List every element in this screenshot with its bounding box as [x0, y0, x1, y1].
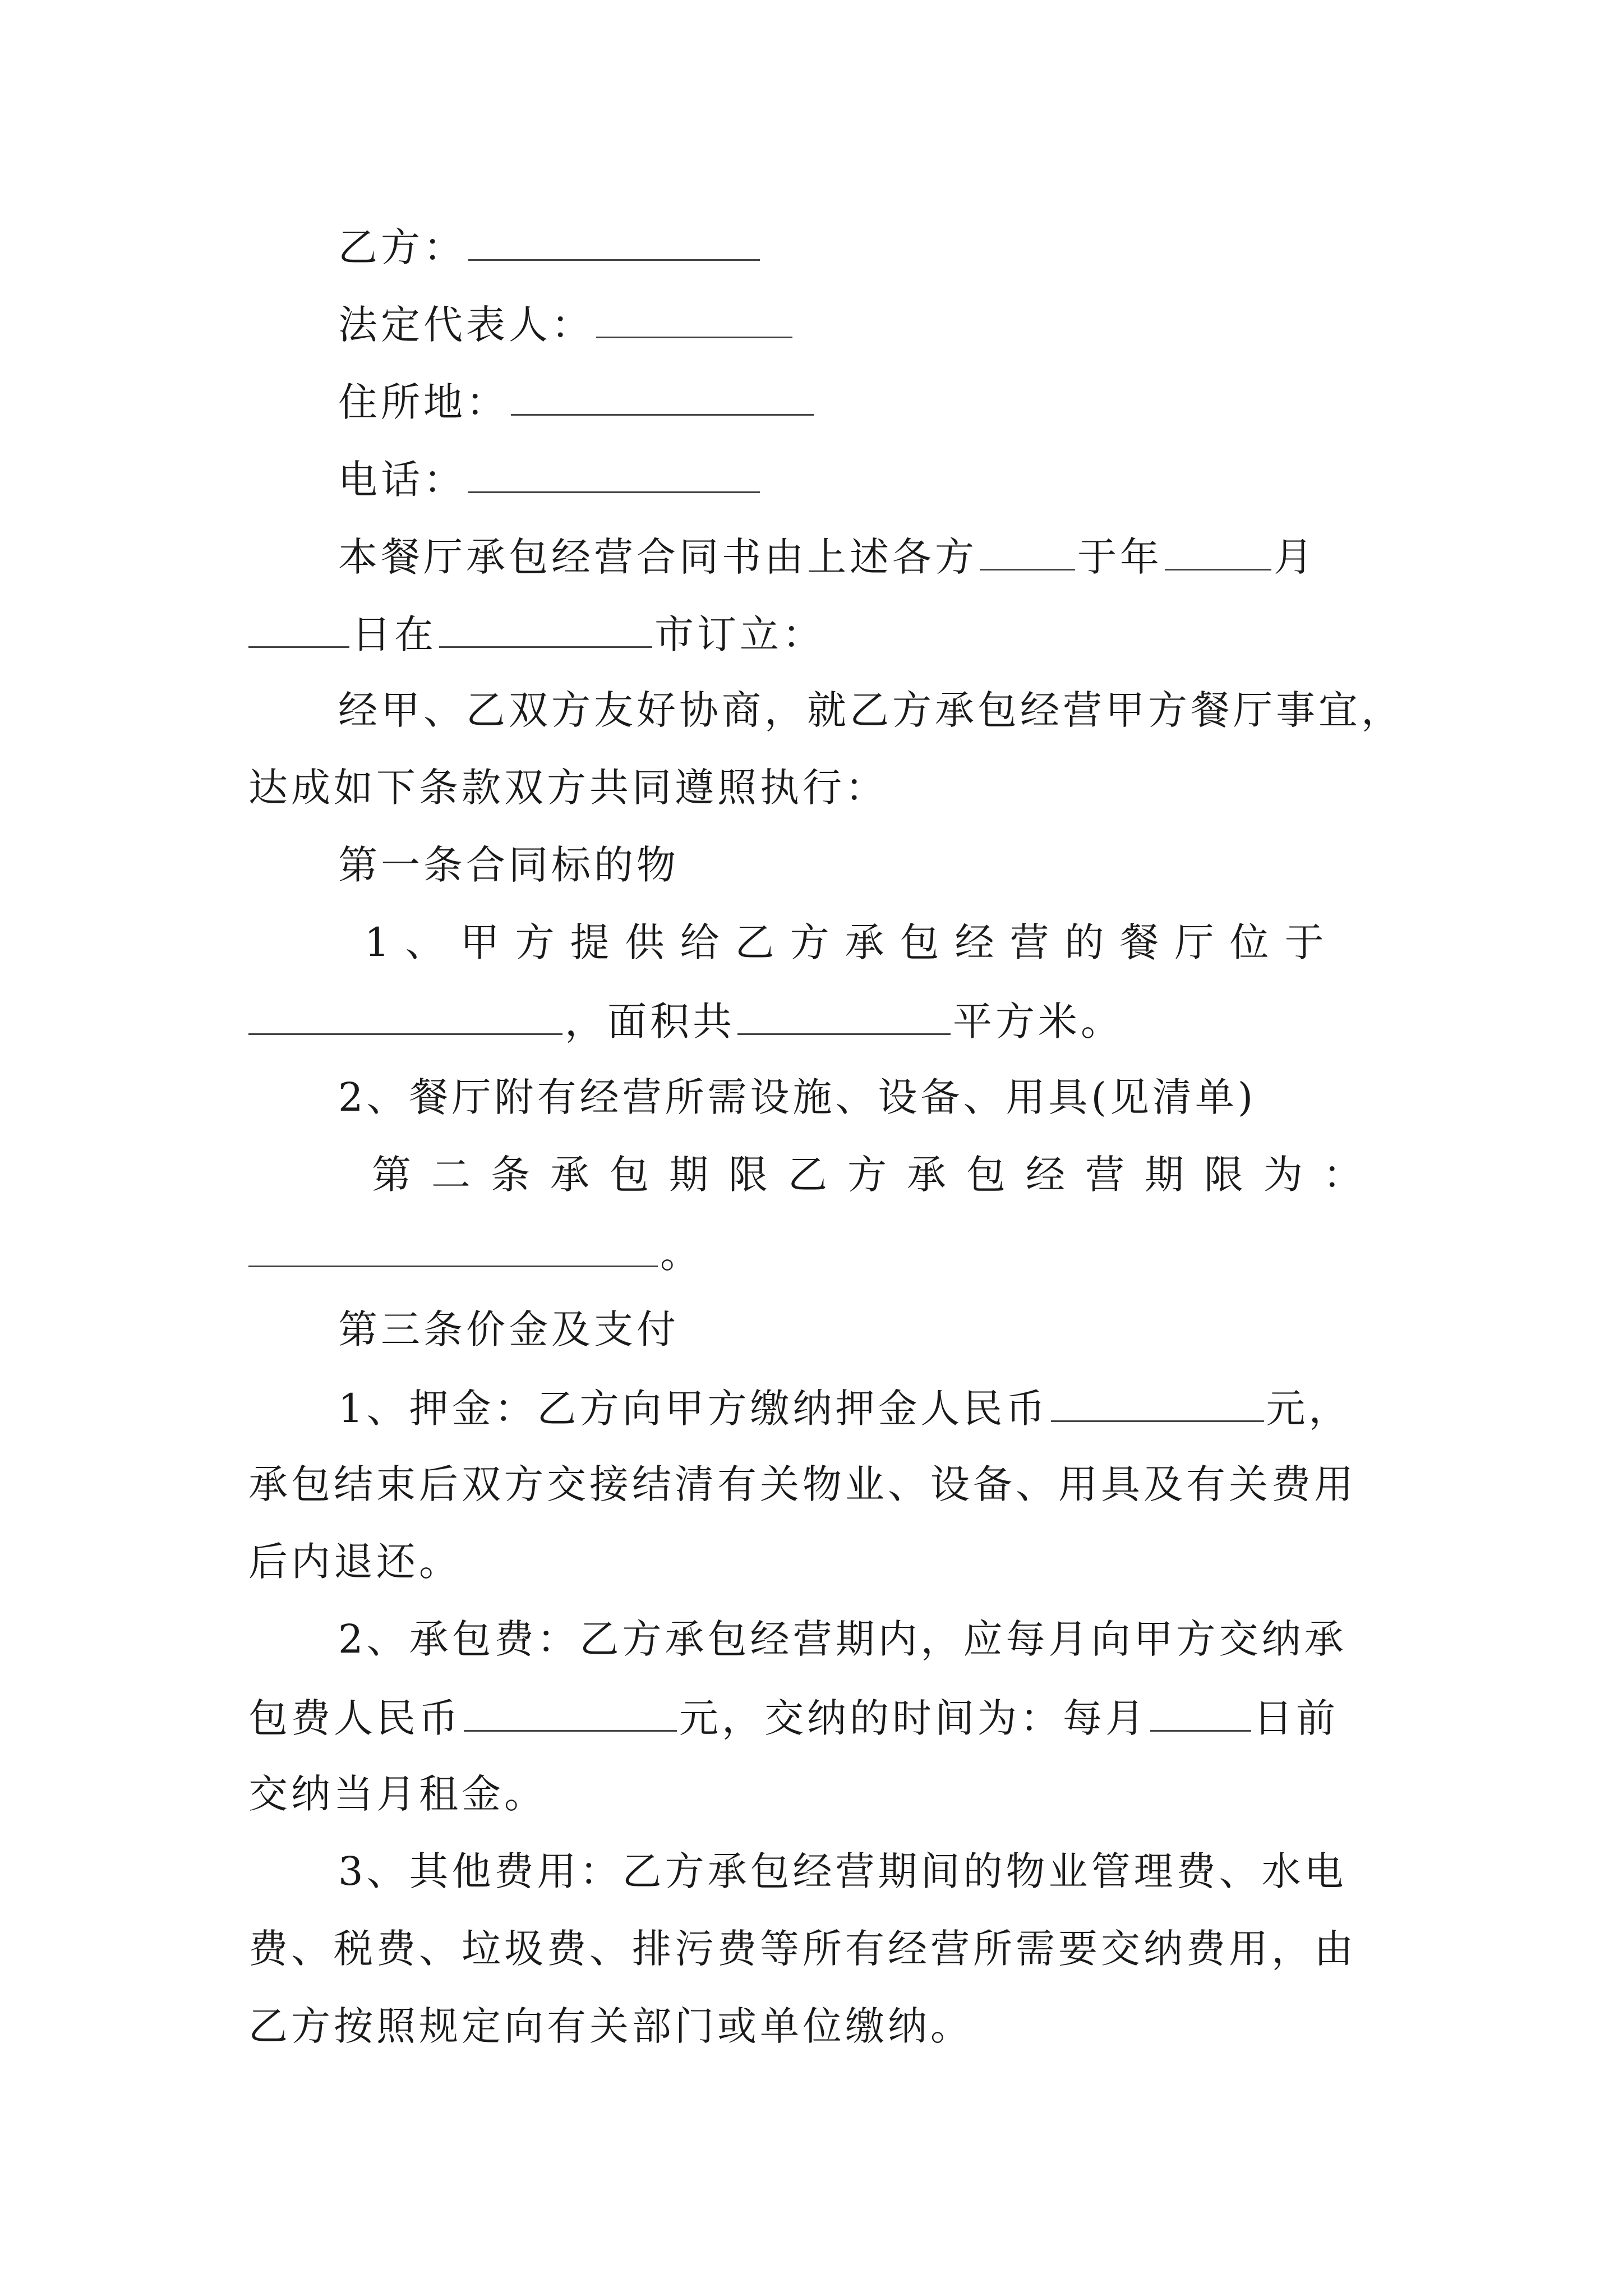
intro-para2-line-2: [248, 762, 1393, 813]
article3-item3-line2: [248, 1923, 1393, 1975]
intro-para2-text-1: 经甲、乙双方友好协商，就乙方承包经营甲方餐厅事宜，: [338, 687, 1404, 733]
article1-item1-line1: [365, 917, 1393, 968]
legal-rep-label: 法定代表人：: [338, 302, 594, 348]
article3-item1-text-2: 元，: [1266, 1386, 1352, 1432]
party-b-line: [338, 220, 1393, 272]
article2-line2: [248, 1226, 1393, 1278]
phone-line: [338, 452, 1393, 504]
party-b-blank: [468, 220, 760, 261]
intro-text-e: 市订立：: [654, 611, 825, 657]
article2-line1: [372, 1149, 1393, 1200]
article3-item2-text-1: 2、承包费：乙方承包经营期内，应每月向甲方交纳承: [338, 1616, 1347, 1662]
intro-para2-line-1: [338, 684, 1404, 736]
article3-item1-text-1: 1、押金：乙方向甲方缴纳押金人民币: [338, 1386, 1049, 1432]
address-line: [338, 375, 1393, 426]
city-blank: [439, 607, 652, 648]
fee-blank: [464, 1691, 677, 1732]
payday-blank: [1150, 1691, 1251, 1732]
article1-title-text: 第一条合同标的物: [338, 842, 679, 888]
article3-item1-line3: [248, 1536, 1393, 1588]
party-b-label: 乙方：: [338, 224, 466, 270]
address-label: 住所地：: [338, 379, 509, 425]
article1-item1-text-1: 1、甲方提供给乙方承包经营的餐厅位于: [365, 919, 1340, 965]
legal-rep-line: [338, 297, 1393, 349]
intro-text-a: 本餐厅承包经营合同书由上述各方: [338, 534, 978, 580]
article1-item1-text-3: 平方米。: [953, 999, 1123, 1045]
article3-item1-line2: [248, 1458, 1393, 1510]
article3-item3-text-3: 乙方按照规定向有关部门或单位缴纳。: [248, 2003, 973, 2049]
legal-rep-blank: [596, 297, 792, 338]
article3-item3-line3: [248, 2000, 1393, 2052]
intro-text-d: 日在: [352, 611, 437, 657]
article3-item2-text-5: 交纳当月租金。: [248, 1771, 547, 1817]
article1-title: [338, 839, 1393, 891]
intro-para2-text-2: 达成如下条款双方共同遵照执行：: [248, 765, 888, 811]
party-blank: [980, 530, 1075, 570]
article3-item1-text-3: 承包结束后双方交接结清有关物业、设备、用具及有关费用: [248, 1461, 1357, 1507]
article2-text-2: 。: [660, 1231, 703, 1277]
intro-line-2: [248, 607, 1393, 659]
article3-item2-text-2: 包费人民币: [248, 1695, 462, 1741]
article1-item1-text-2: ，面积共: [565, 999, 735, 1045]
article3-item2-line2: [248, 1691, 1393, 1742]
article3-item1-line1: [338, 1381, 1393, 1433]
article3-item3-line1: [338, 1846, 1393, 1897]
article3-item2-line1: [338, 1613, 1393, 1665]
day-blank: [248, 607, 349, 648]
article1-item2-text: 2、餐厅附有经营所需设施、设备、用具(见清单): [338, 1074, 1257, 1120]
intro-text-b: 于年: [1077, 534, 1163, 580]
phone-blank: [468, 452, 760, 493]
article1-item1-line2: [248, 994, 1393, 1046]
article3-title-text: 第三条价金及支付: [338, 1306, 679, 1352]
article3-item1-text-4: 后内退还。: [248, 1539, 462, 1585]
intro-line-1: [338, 530, 1393, 581]
month-blank: [1165, 530, 1271, 570]
article1-item2: [338, 1071, 1393, 1123]
article3-item3-text-2: 费、税费、垃圾费、排污费等所有经营所需要交纳费用，由: [248, 1926, 1357, 1972]
location-blank: [248, 994, 562, 1035]
article3-item2-text-4: 日前: [1253, 1695, 1339, 1741]
article2-text-1: 第二条承包期限乙方承包经营期限为：: [372, 1152, 1382, 1198]
article3-item2-text-3: 元，交纳的时间为：每月: [679, 1695, 1148, 1741]
address-blank: [511, 375, 814, 416]
phone-label: 电话：: [338, 457, 466, 503]
article3-title: [338, 1304, 1393, 1355]
area-blank: [737, 994, 951, 1035]
term-blank: [248, 1226, 658, 1267]
deposit-blank: [1051, 1381, 1264, 1422]
article3-item2-line3: [248, 1768, 1393, 1820]
article3-item3-text-1: 3、其他费用：乙方承包经营期间的物业管理费、水电: [338, 1848, 1347, 1894]
intro-text-c: 月: [1274, 534, 1316, 580]
